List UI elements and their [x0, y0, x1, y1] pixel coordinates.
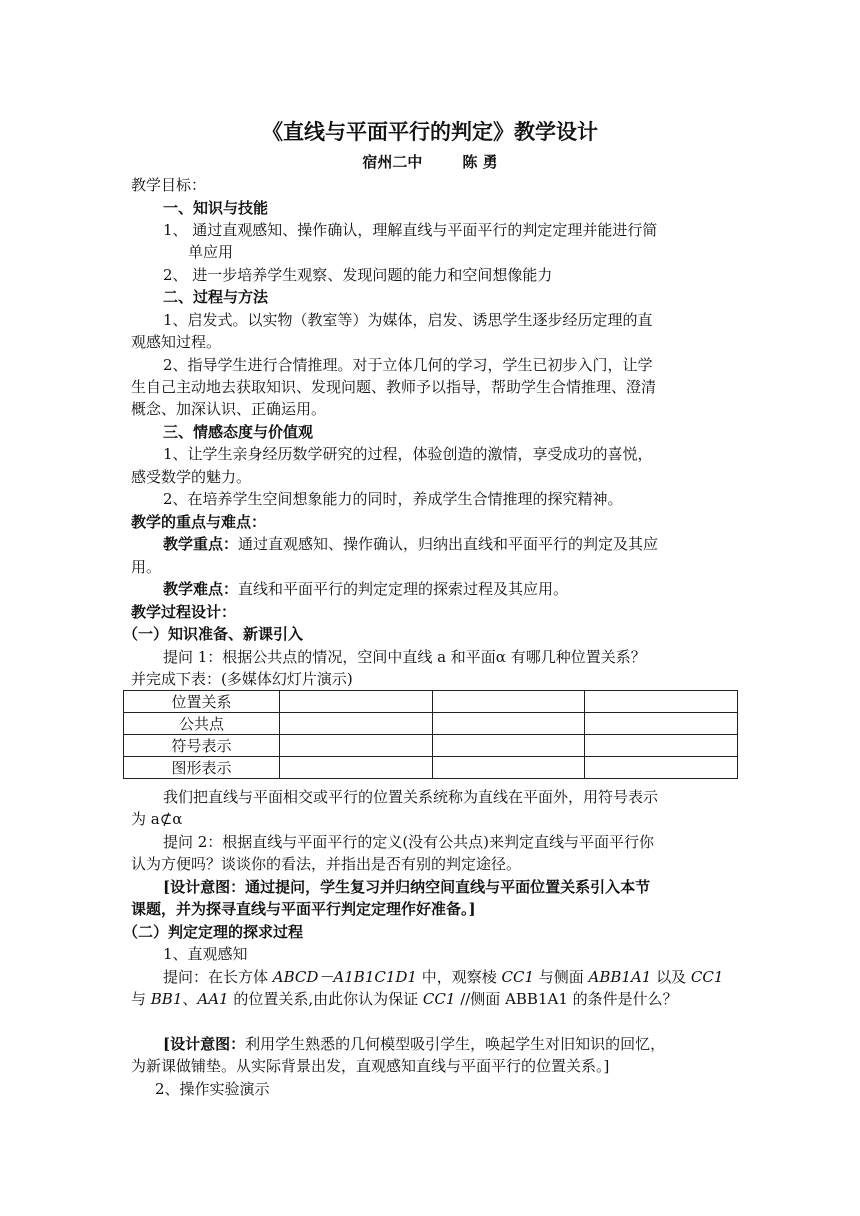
table-row — [124, 757, 738, 779]
design-intent-2-cont: 为新课做铺垫。从实际背景出发，直观感知直线与平面平行的位置关系。] — [131, 1057, 610, 1075]
attitude-para-1-cont: 感受数学的魅力。 — [131, 468, 252, 486]
difficulty-text: 直线和平面平行的判定定理的探索过程及其应用。 — [238, 580, 569, 598]
row-header: 符号表示 — [124, 735, 280, 757]
text-run: 与侧面 — [534, 968, 589, 986]
table-row — [124, 691, 738, 713]
section-process-method: 二、过程与方法 — [163, 288, 269, 306]
text-run: 以及 — [651, 968, 691, 986]
math-cuboid: ABCD－A1B1C1D1 — [272, 968, 417, 986]
table-row — [124, 713, 738, 735]
design-intent-1-cont: 课题，并为探寻直线与平面平行判定定理作好准备。] — [131, 900, 476, 918]
key-points-heading: 教学的重点与难点： — [131, 513, 267, 531]
table-cell — [432, 735, 585, 757]
focus-label: 教学重点： — [163, 535, 239, 553]
row-header: 图形表示 — [124, 757, 280, 779]
text-run: 、 — [182, 990, 198, 1008]
intent-label: [设计意图： — [163, 1035, 246, 1053]
table-cell — [280, 713, 433, 735]
position-relation-table — [123, 690, 738, 779]
method-para-2: 2、指导学生进行合情推理。对于立体几何的学习，学生已初步入门，让学 — [163, 356, 653, 374]
section-attitude-values: 三、情感态度与价值观 — [163, 423, 314, 441]
difficulty-label: 教学难点： — [163, 580, 239, 598]
question-3 — [163, 966, 723, 988]
math-edge: CC1 — [690, 968, 724, 986]
design-intent-2 — [163, 1033, 665, 1055]
math-edge: AA1 — [197, 990, 229, 1008]
table-cell — [280, 735, 433, 757]
row-header: 公共点 — [124, 713, 280, 735]
table-cell — [280, 691, 433, 713]
question-1-cont: 并完成下表：(多媒体幻灯片演示) — [131, 670, 353, 688]
table-cell — [432, 757, 585, 779]
section-knowledge-skills: 一、知识与技能 — [163, 199, 269, 217]
table-row — [124, 735, 738, 757]
math-edge: CC1 — [501, 968, 534, 986]
goals-heading: 教学目标： — [131, 176, 207, 194]
method-para-2-cont1: 生自己主动地去获取知识、发现问题、教师予以指导，帮助学生合情推理、澄清 — [131, 378, 657, 396]
math-edge: CC1 — [422, 990, 456, 1008]
step-2-heading: 2、操作实验演示 — [155, 1080, 270, 1098]
goal-item-2: 2、 进一步培养学生观察、发现问题的能力和空间想像能力 — [163, 266, 553, 284]
document-title: 《直线与平面平行的判定》教学设计 — [262, 119, 598, 144]
focus-line — [163, 533, 658, 555]
row-header: 位置关系 — [124, 691, 280, 713]
author-name: 陈 勇 — [462, 153, 498, 171]
part-1-heading: （一）知识准备、新课引入 — [123, 625, 304, 643]
question-3-cont — [131, 988, 678, 1010]
focus-cont: 用。 — [131, 558, 162, 576]
method-para-1: 1、启发式。以实物（教室等）为媒体，启发、诱思学生逐步经历定理的直 — [163, 311, 653, 329]
goal-item-1-cont: 单应用 — [188, 243, 234, 261]
table-cell — [432, 713, 585, 735]
intent-text: 利用学生熟悉的几何模型吸引学生，唤起学生对旧知识的回忆， — [245, 1035, 666, 1053]
author-school: 宿州二中 — [362, 153, 423, 171]
outside-plane-para: 我们把直线与平面相交或平行的位置关系统称为直线在平面外，用符号表示 — [163, 788, 659, 806]
text-run: 的位置关系,由此你认为保证 — [228, 990, 423, 1008]
question-2: 提问 2：根据直线与平面平行的定义(没有公共点)来判定直线与平面平行你 — [163, 833, 655, 851]
math-edge: BB1 — [150, 990, 183, 1008]
method-para-1-cont: 观感知过程。 — [131, 333, 222, 351]
table-cell — [280, 757, 433, 779]
table-cell — [585, 757, 738, 779]
method-para-2-cont2: 概念、加深认识、正确运用。 — [131, 400, 327, 418]
outside-plane-symbol: 为 a⊄α — [131, 810, 183, 828]
author-line — [0, 151, 860, 172]
difficulty-line — [163, 578, 568, 600]
table-cell — [432, 691, 585, 713]
design-intent-1: [设计意图：通过提问，学生复习并归纳空间直线与平面位置关系引入本节 — [163, 878, 651, 896]
math-face: ABB1A1 — [588, 968, 652, 986]
text-run: 中，观察棱 — [416, 968, 502, 986]
goal-item-1: 1、 通过直观感知、操作确认，理解直线与平面平行的判定定理并能进行简 — [163, 221, 658, 239]
focus-text: 通过直观感知、操作确认，归纳出直线和平面平行的判定及其应 — [238, 535, 659, 553]
text-run: 提问：在长方体 — [163, 968, 273, 986]
table-cell — [585, 735, 738, 757]
attitude-para-2: 2、在培养学生空间想象能力的同时，养成学生合情推理的探究精神。 — [163, 490, 623, 508]
question-2-cont: 认为方便吗？谈谈你的看法，并指出是否有别的判定途径。 — [131, 855, 522, 873]
process-heading: 教学过程设计： — [131, 603, 237, 621]
text-run: //侧面 ABB1A1 的条件是什么？ — [455, 990, 678, 1008]
part-2-heading: （二）判定定理的探求过程 — [123, 923, 304, 941]
table-cell — [585, 713, 738, 735]
table-cell — [585, 691, 738, 713]
text-run: 与 — [131, 990, 151, 1008]
attitude-para-1: 1、让学生亲身经历数学研究的过程，体验创造的激情，享受成功的喜悦， — [163, 445, 653, 463]
question-1: 提问 1：根据公共点的情况，空间中直线 a 和平面α 有哪几种位置关系？ — [163, 648, 646, 666]
step-1-heading: 1、直观感知 — [163, 945, 248, 963]
